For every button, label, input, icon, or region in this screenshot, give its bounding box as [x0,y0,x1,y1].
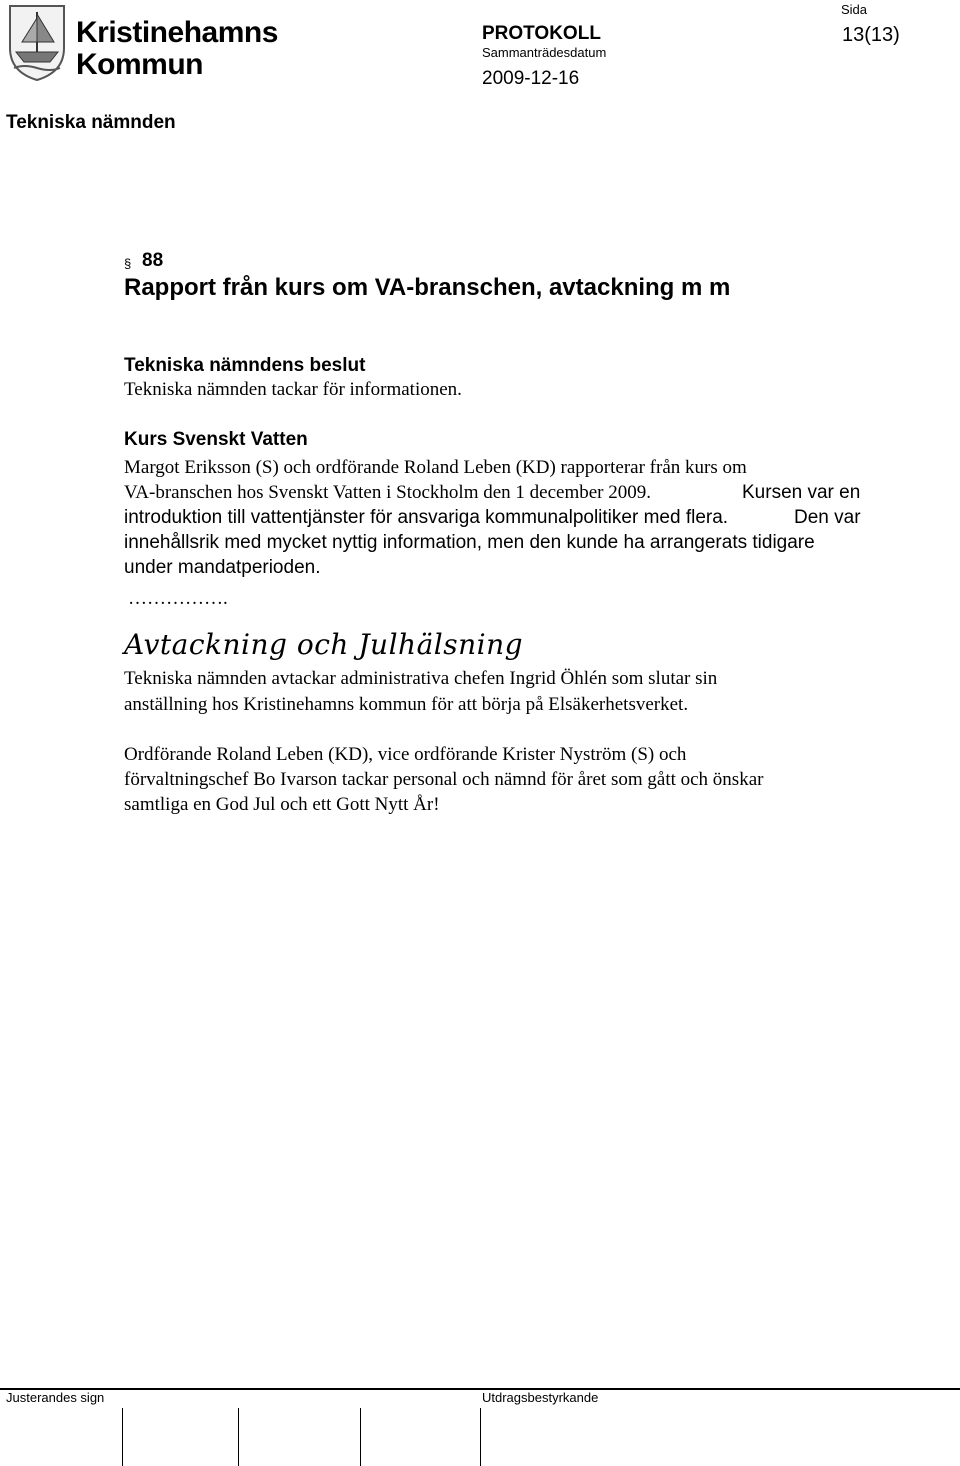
committee-name: Tekniska nämnden [6,112,176,133]
kristinehamns-kommun-logo [4,2,278,84]
greeting-text-line: samtliga en God Jul och ett Gott Nytt År! [124,794,440,815]
course-text-line: introduktion till vattentjänster för ansvariga kommunalpolitiker med flera. [124,507,729,528]
course-text-line: Kursen var en [742,482,861,503]
course-text-line: Margot Eriksson (S) och ordförande Roland Leben (KD) rapporterar från kurs om [124,457,747,478]
farewell-text-line: anställning hos Kristinehamns kommun för att börja på Elsäkerhetsverket. [124,694,689,715]
footer-extract-label: Utdragsbestyrkande [482,1390,599,1405]
signature-box-divider [122,1408,123,1466]
signature-box-divider [360,1408,361,1466]
meeting-date-label: Sammanträdesdatum [482,45,607,60]
course-text-line: innehållsrik med mycket nyttig information, men den kunde ha arrangerats tidigare [124,532,815,553]
greeting-text-line: förvaltningschef Bo Ivarson tackar personal och nämnd för året som gått och önskar [124,769,764,790]
logo-text-line1: Kristinehamns [76,16,278,49]
document-type: PROTOKOLL [482,23,601,44]
course-text-line: Den var [794,507,861,528]
course-text-line: under mandatperioden. [124,557,321,578]
item-title: Rapport från kurs om VA-branschen, avtackning m m [124,274,731,301]
signature-box-divider [480,1408,481,1466]
course-text-line: VA-branschen hos Svenskt Vatten i Stockholm den 1 december 2009. [124,482,651,503]
decision-heading: Tekniska nämndens beslut [124,355,366,376]
footer-divider [0,1388,960,1390]
item-number: 88 [142,250,164,271]
separator-dots: ……………. [128,588,228,609]
decision-text: Tekniska nämnden tackar för informationen. [124,379,462,400]
section-marker: § [124,256,132,271]
footer-sign-label: Justerandes sign [6,1390,105,1405]
logo-text-line2: Kommun [76,48,203,81]
farewell-heading: Avtackning och Julhälsning [124,628,524,661]
meeting-date: 2009-12-16 [482,68,580,89]
ship-crest-icon [4,2,70,82]
greeting-text-line: Ordförande Roland Leben (KD), vice ordförande Krister Nyström (S) och [124,744,687,765]
farewell-text-line: Tekniska nämnden avtackar administrativa chefen Ingrid Öhlén som slutar sin [124,668,718,689]
signature-box-divider [238,1408,239,1466]
page-label: Sida [841,2,868,17]
course-heading: Kurs Svenskt Vatten [124,429,308,450]
page-number: 13(13) [842,24,900,46]
